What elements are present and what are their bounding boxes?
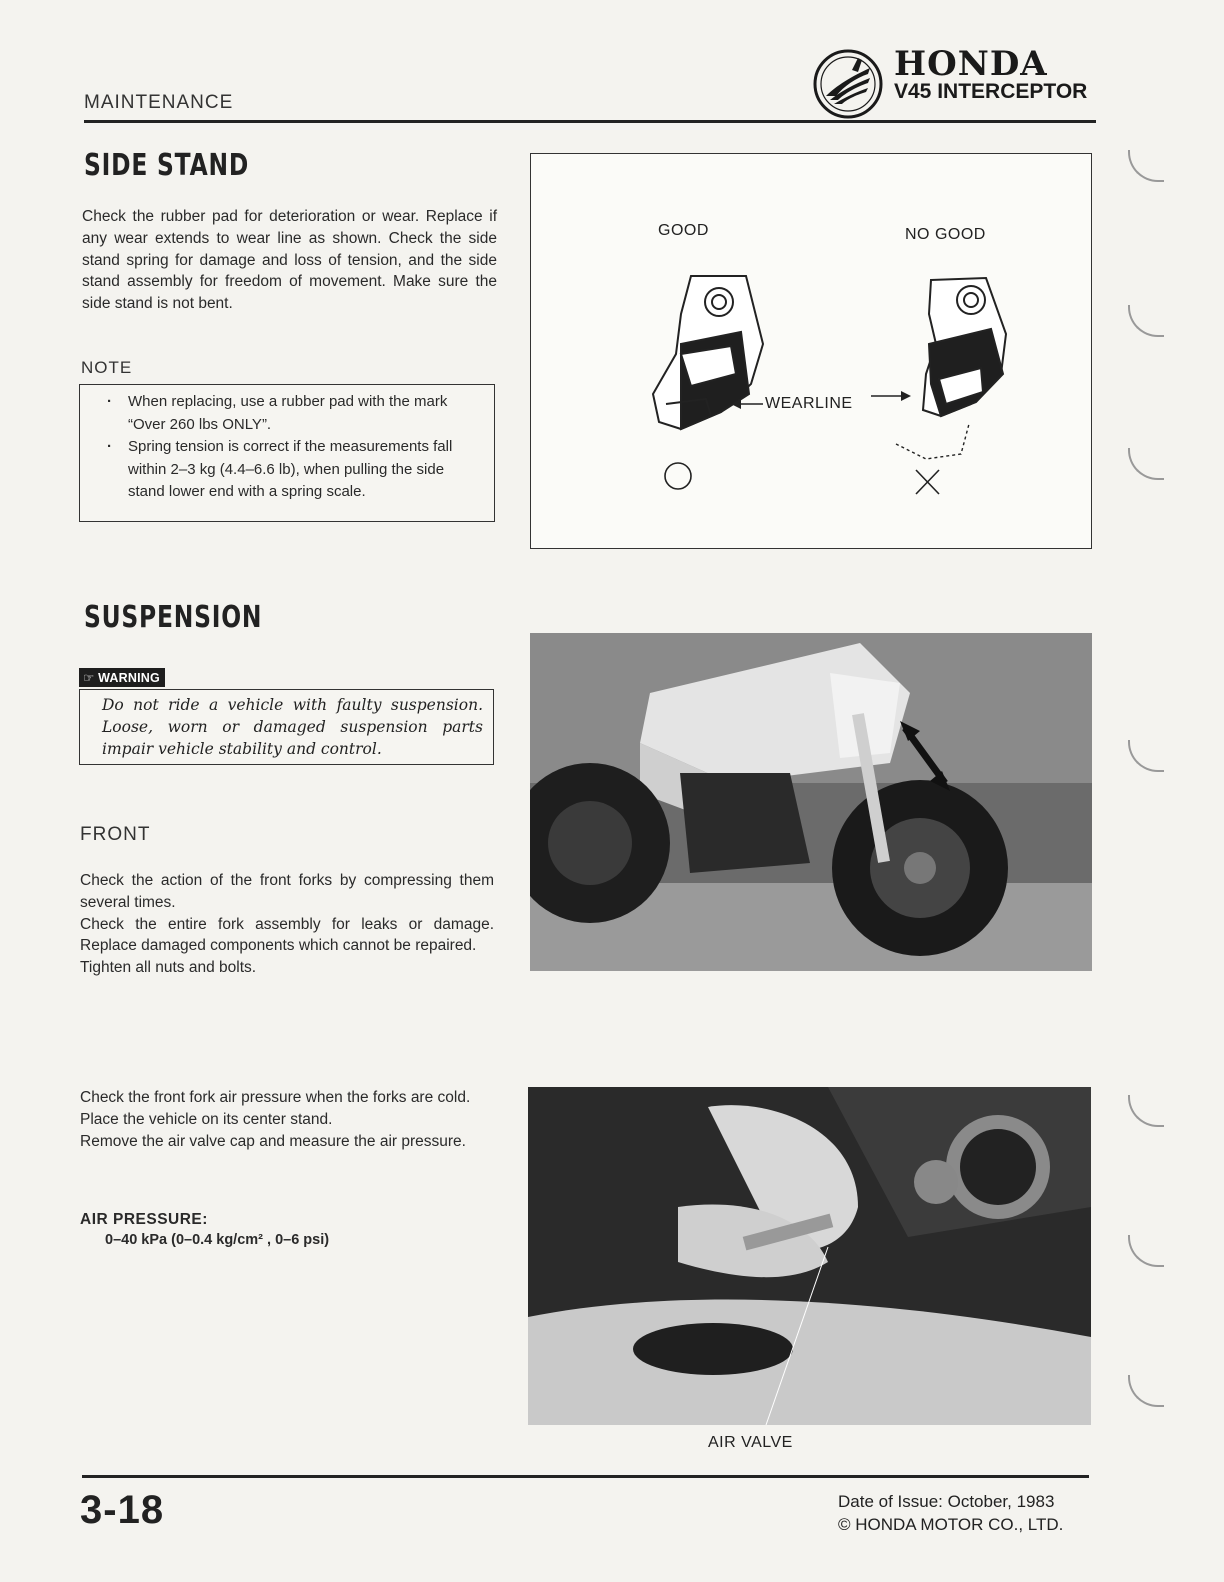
header-rule	[84, 120, 1096, 123]
warning-text: Do not ride a vehicle with faulty suspension. Loose, worn or damaged suspension parts impair vehicle stability and control.	[102, 696, 483, 758]
front-body	[80, 870, 494, 979]
note-label: NOTE	[81, 358, 133, 377]
air-paragraph: Check the front fork air pressure when the forks are cold.	[80, 1089, 471, 1106]
air-valve-photo	[528, 1087, 1091, 1425]
wearline-label: WEARLINE	[765, 395, 853, 412]
binder-tab-mark	[1128, 448, 1164, 480]
footer-rule	[82, 1475, 1089, 1478]
front-paragraph: Check the entire fork assembly for leaks or damage. Replace damaged components which cannot be repaired.	[80, 915, 494, 955]
note-item: · When replacing, use a rubber pad with the mark “Over 260 lbs ONLY”.	[128, 391, 484, 436]
no-good-x-icon	[916, 470, 939, 494]
air-valve-photo-illustration	[528, 1087, 1091, 1425]
brand-model: V45 INTERCEPTOR	[894, 80, 1088, 103]
air-paragraph: Place the vehicle on its center stand.	[80, 1110, 333, 1128]
good-circle-icon	[665, 463, 691, 489]
honda-wing-logo	[812, 48, 884, 120]
note-item: · Spring tension is correct if the measurements fall within 2–3 kg (4.4–6.6 lb), when pulling the side stand lower end with a spring scale.	[128, 436, 484, 504]
good-label: GOOD	[658, 222, 709, 239]
binder-tab-mark	[1128, 1375, 1164, 1407]
binder-tab-mark	[1128, 150, 1164, 182]
note-box	[79, 384, 495, 522]
warning-tag	[79, 668, 165, 687]
good-pad-illustration	[653, 276, 763, 429]
warning-tag-text: WARNING	[98, 671, 160, 685]
motorcycle-photo-illustration	[530, 633, 1092, 971]
side-stand-body: Check the rubber pad for deterioration or wear. Replace if any wear extends to wear line as shown. Check the side stand spring for damage and loss of tension, and the side stand assembly for freedom of movement. Make sure the side stand is not bent.	[82, 208, 497, 313]
side-stand-title: SIDE STAND	[84, 148, 250, 183]
brand-block	[812, 44, 1102, 120]
binder-tab-mark	[1128, 1235, 1164, 1267]
front-heading: FRONT	[80, 824, 151, 845]
binder-tab-mark	[1128, 305, 1164, 337]
section-label: MAINTENANCE	[84, 92, 234, 113]
air-pressure-value: 0–40 kPa (0–0.4 kg/cm² , 0–6 psi)	[105, 1232, 330, 1248]
binder-tab-mark	[1128, 740, 1164, 772]
air-pressure-label: AIR PRESSURE:	[80, 1211, 208, 1228]
air-valve-label: AIR VALVE	[708, 1434, 793, 1451]
front-fork-photo	[530, 633, 1092, 971]
warning-box	[79, 689, 494, 765]
warning-hand-icon: ☞	[83, 671, 95, 685]
issue-info	[838, 1490, 1063, 1536]
front-paragraph: Tighten all nuts and bolts.	[80, 959, 257, 977]
air-pressure-body	[80, 1087, 497, 1152]
no-good-pad-illustration	[896, 278, 1006, 459]
copyright: © HONDA MOTOR CO., LTD.	[838, 1515, 1064, 1534]
page-number: 3-18	[80, 1488, 165, 1532]
front-paragraph: Check the action of the front forks by compressing them several times.	[80, 872, 494, 911]
side-stand-figure	[530, 153, 1092, 549]
binder-tab-mark	[1128, 1095, 1164, 1127]
side-stand-pad-drawing	[531, 154, 1091, 548]
brand-name: HONDA	[894, 44, 1048, 84]
issue-date: Date of Issue: October, 1983	[838, 1492, 1055, 1511]
air-paragraph: Remove the air valve cap and measure the air pressure.	[80, 1132, 466, 1150]
no-good-label: NO GOOD	[905, 226, 986, 243]
note-list	[80, 385, 494, 504]
suspension-title: SUSPENSION	[84, 600, 263, 635]
